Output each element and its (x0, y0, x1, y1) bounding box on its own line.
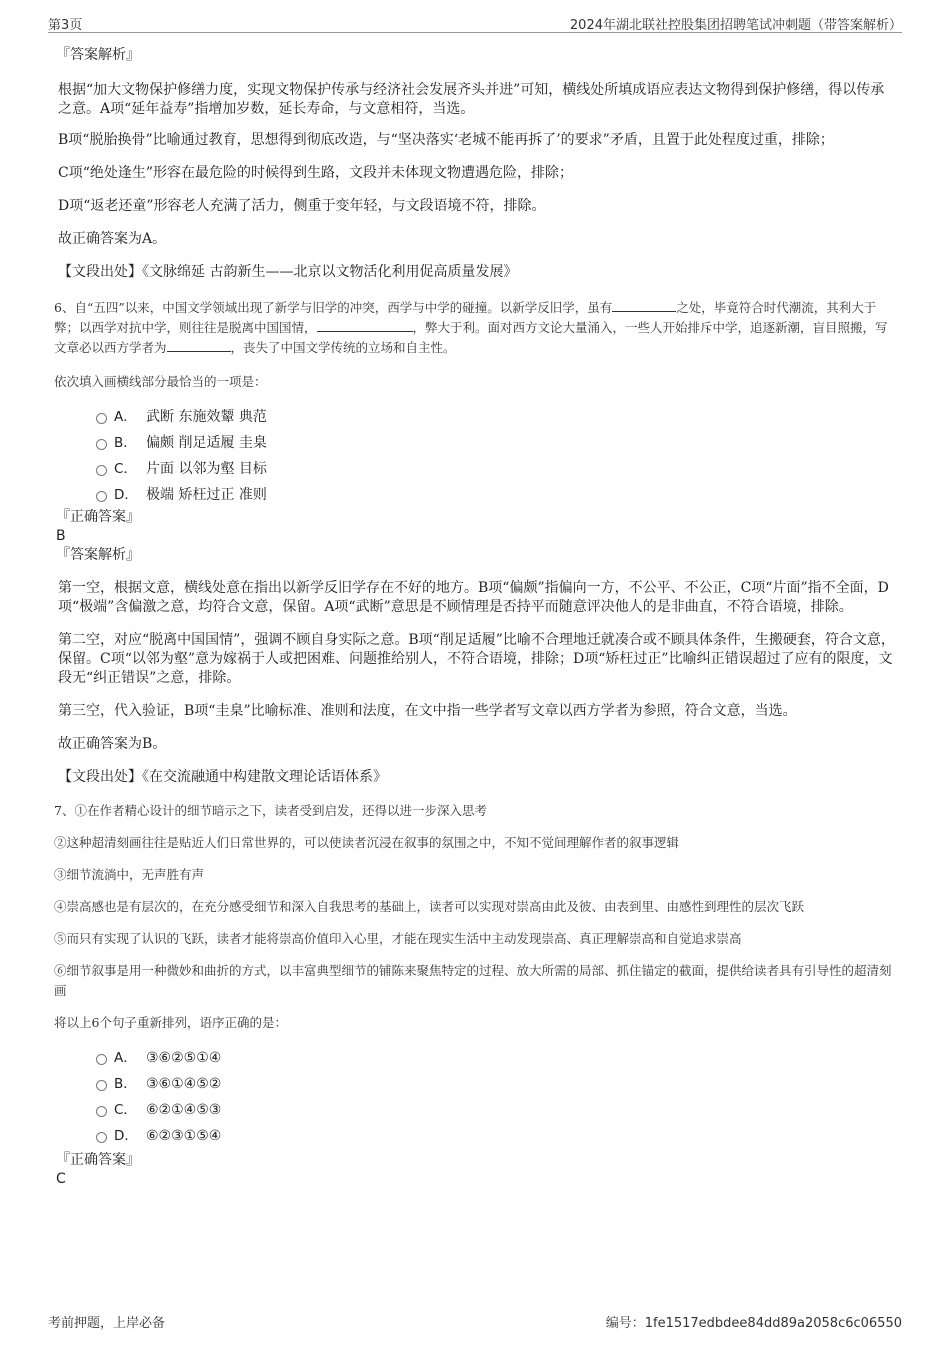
radio-icon[interactable] (96, 413, 107, 424)
q7-option-b[interactable]: B． ③⑥①④⑤② (54, 1071, 896, 1097)
q6-option-c[interactable]: C． 片面 以邻为壑 目标 (54, 456, 896, 482)
q6-analysis-p3: 第三空，代入验证，B项“圭臬”比喻标准、准则和法度，在文中指一些学者写文章以西方学者为参照，符合文意，当选。 (58, 703, 797, 719)
q6-analysis-p2: 第二空，对应“脱离中国国情”，强调不顾自身实际之意。B项“削足适履”比喻不合理地迁就凑合或不顾具体条件，生搬硬套，符合文意，保留。C项“以邻为壑”意为嫁祸于人或把困难、问题推给别人，不符合语境，排除；D项“矫枉过正”比喻纠正错误超过了应有的限度，文段无“纠正错误”之意，排除。 (58, 632, 895, 686)
q6-option-b[interactable]: B． 偏颇 削足适履 圭臬 (54, 430, 896, 456)
footer-slogan: 考前押题，上岸必备 (48, 1316, 166, 1331)
q5-source: 【文段出处】《文脉绵延 古韵新生——北京以文物活化利用促高质量发展》 (58, 264, 518, 280)
q7-options (54, 1045, 896, 1149)
q7-correct-label: 『正确答案』 (56, 1152, 140, 1168)
q7-correct-answer: C (56, 1171, 66, 1187)
q6-conclusion: 故正确答案为B。 (58, 736, 167, 752)
q6-analysis-label: 『答案解析』 (56, 547, 140, 563)
q6-analysis-p1: 第一空，根据文意，横线处意在指出以新学反旧学存在不好的地方。B项“偏颇”指偏向一方，不公平、不公正，C项“片面”指不全面，D项“极端”含偏激之意，均符合文意，保留。A项“武断”意思是不顾情理是否持平而随意评决他人的是非曲直，不符合语境，排除。 (58, 580, 889, 615)
q6-prompt: 依次填入画横线部分最恰当的一项是： (54, 374, 267, 389)
document-title: 2024年湖北联社控股集团招聘笔试冲刺题（带答案解析） (569, 18, 902, 33)
q6-option-a[interactable]: A． 武断 东施效颦 典范 (54, 404, 896, 430)
q6-correct-label: 『正确答案』 (56, 509, 140, 525)
q5-conclusion: 故正确答案为A。 (58, 231, 167, 247)
q7-sentence-3: ③细节流淌中，无声胜有声 (54, 867, 205, 882)
q7-option-d[interactable]: D． ⑥②③①⑤④ (54, 1123, 896, 1149)
q6-stem: 6、自“五四”以来，中国文学领域出现了新学与旧学的冲突，西学与中学的碰撞。以新学反旧学，虽有 之处，毕竟符合时代潮流，其利大于弊；以西学对抗中学，则往往是脱离中国国情， ，弊大于利。面对西方文论大量涌入，一些人开始排斥中学，追逐新潮，盲目照搬，写文章必以西方学者为 ，丧失了中国文学传统的立场和自主性。 (54, 300, 888, 355)
radio-icon[interactable] (96, 439, 107, 450)
q7-option-c[interactable]: C． ⑥②①④⑤③ (54, 1097, 896, 1123)
q5-analysis-label: 『答案解析』 (56, 47, 140, 63)
q6-blank-1 (612, 298, 676, 312)
q7-sentence-6: ⑥细节叙事是用一种微妙和曲折的方式，以丰富典型细节的铺陈来聚焦特定的过程、放大所需的局部、抓住锚定的截面，提供给读者具有引导性的超清刻画 (54, 963, 892, 998)
document-serial: 编号：1fe1517edbdee84dd89a2058c6c06550 (605, 1316, 902, 1331)
q5-analysis-p1: 根据“加大文物保护修缮力度，实现文物保护传承与经济社会发展齐头并进”可知，横线处所填成语应表达文物得到保护修缮，得以传承之意。A项“延年益寿”指增加岁数，延长寿命，与文意相符，当选。 (58, 82, 885, 117)
q7-option-a[interactable]: A． ③⑥②⑤①④ (54, 1045, 896, 1071)
q7-prompt: 将以上6个句子重新排列，语序正确的是： (54, 1015, 287, 1030)
q6-correct-answer: B (56, 528, 66, 544)
page-footer (48, 1312, 902, 1332)
q6-blank-3 (167, 338, 231, 352)
page-content (54, 44, 896, 1189)
radio-icon[interactable] (96, 1080, 107, 1091)
radio-icon[interactable] (96, 1054, 107, 1065)
radio-icon[interactable] (96, 1106, 107, 1117)
page-number: 第3页 (48, 18, 83, 33)
q7-sentence-1: 7、①在作者精心设计的细节暗示之下，读者受到启发，还得以进一步深入思考 (54, 803, 487, 818)
q7-sentence-5: ⑤而只有实现了认识的飞跃，读者才能将崇高价值印入心里，才能在现实生活中主动发现崇高、真正理解崇高和自觉追求崇高 (54, 931, 742, 946)
q6-source: 【文段出处】《在交流融通中构建散文理论话语体系》 (58, 769, 387, 785)
q7-sentence-2: ②这种超清刻画往往是贴近人们日常世界的，可以使读者沉浸在叙事的氛围之中，不知不觉间理解作者的叙事逻辑 (54, 835, 680, 850)
q5-analysis-p3: C项“绝处逢生”形容在最危险的时候得到生路，文段并未体现文物遭遇危险，排除； (58, 165, 574, 181)
q6-option-d[interactable]: D． 极端 矫枉过正 准则 (54, 482, 896, 508)
page-header (48, 12, 902, 33)
q6-blank-2 (317, 318, 413, 332)
q5-analysis-p4: D项“返老还童”形容老人充满了活力，侧重于变年轻，与文段语境不符，排除。 (58, 198, 546, 214)
radio-icon[interactable] (96, 1132, 107, 1143)
q5-analysis-p2: B项“脱胎换骨”比喻通过教育，思想得到彻底改造，与“坚决落实‘老城不能再拆了’的要求”矛盾，且置于此处程度过重，排除； (58, 132, 834, 148)
q6-options (54, 404, 896, 508)
radio-icon[interactable] (96, 491, 107, 502)
radio-icon[interactable] (96, 465, 107, 476)
q7-sentence-4: ④崇高感也是有层次的，在充分感受细节和深入自我思考的基础上，读者可以实现对崇高由此及彼、由表到里、由感性到理性的层次飞跃 (54, 899, 805, 914)
